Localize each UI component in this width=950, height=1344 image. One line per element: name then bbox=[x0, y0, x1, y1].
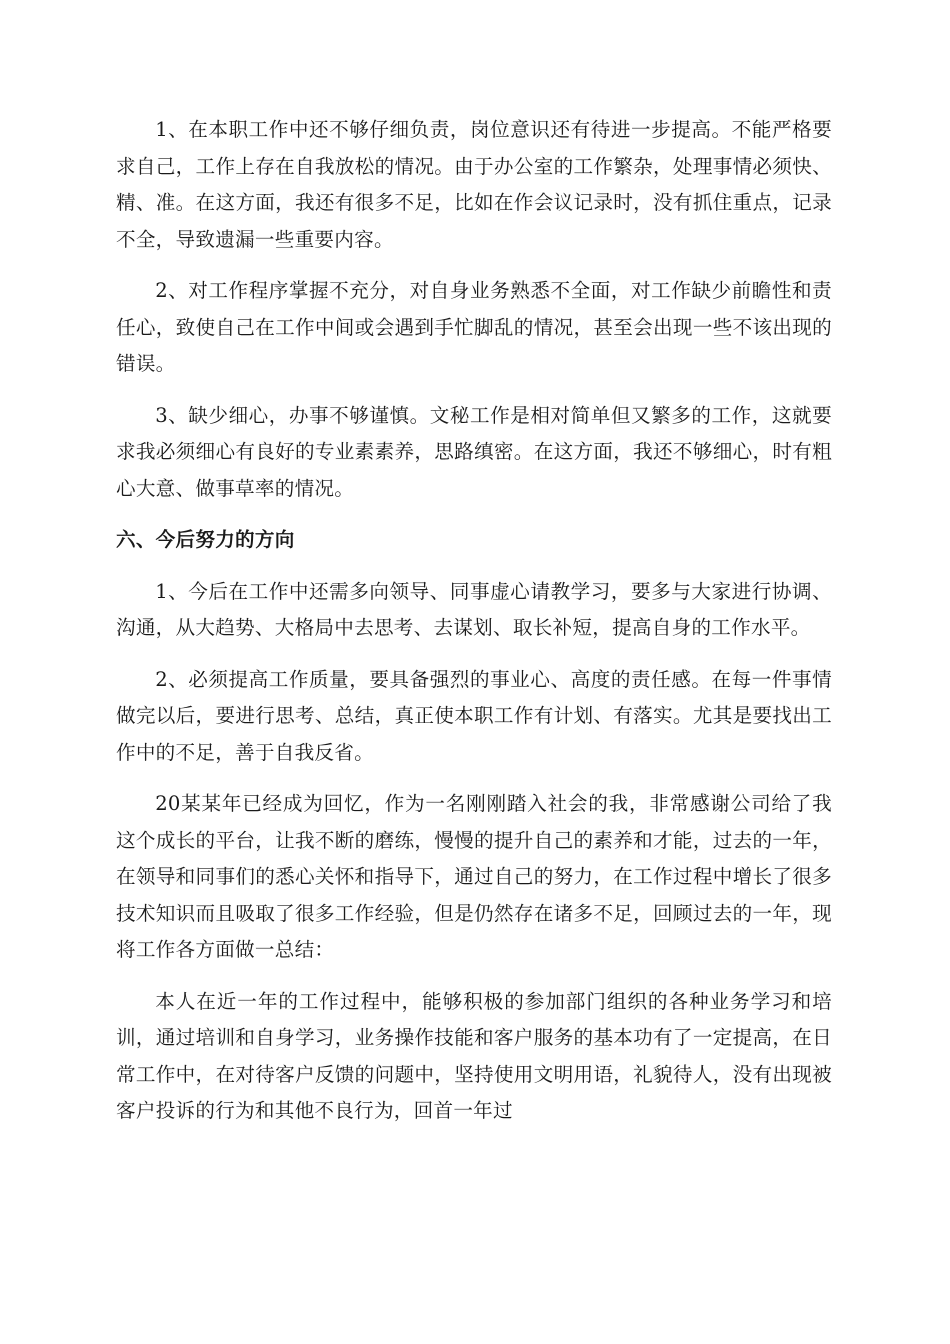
paragraph-direction-1: 1、今后在工作中还需多向领导、同事虚心请教学习，要多与大家进行协调、沟通，从大趋势、大格局中去思考、去谋划、取长补短，提高自身的工作水平。 bbox=[116, 579, 832, 639]
paragraph-year-review: 20某某年已经成为回忆，作为一名刚刚踏入社会的我，非常感谢公司给了我这个成长的平台，让我不断的磨练，慢慢的提升自己的素养和才能，过去的一年，在领导和同事们的悉心关怀和指导下，通过自己的努力，在工作过程中增长了很多技术知识而且吸取了很多工作经验，但是仍然存在诸多不足，回顾过去的一年，现将工作各方面做一总结： bbox=[116, 792, 832, 961]
paragraph-shortcoming-3: 3、缺少细心，办事不够谨慎。文秘工作是相对简单但又繁多的工作，这就要求我必须细心有良好的专业素素养，思路缜密。在这方面，我还不够细心，时有粗心大意、做事草率的情况。 bbox=[116, 403, 832, 500]
paragraph-direction-2: 2、必须提高工作质量，要具备强烈的事业心、高度的责任感。在每一件事情做完以后，要进行思考、总结，真正使本职工作有计划、有落实。尤其是要找出工作中的不足，善于自我反省。 bbox=[116, 667, 832, 764]
paragraph-shortcoming-1: 1、在本职工作中还不够仔细负责，岗位意识还有待进一步提高。不能严格要求自己，工作上存在自我放松的情况。由于办公室的工作繁杂，处理事情必须快、精、准。在这方面，我还有很多不足，比如在作会议记录时，没有抓住重点，记录不全，导致遗漏一些重要内容。 bbox=[116, 118, 832, 251]
paragraph-shortcoming-2: 2、对工作程序掌握不充分，对自身业务熟悉不全面，对工作缺少前瞻性和责任心，致使自己在工作中间或会遇到手忙脚乱的情况，甚至会出现一些不该出现的错误。 bbox=[116, 279, 832, 375]
paragraph-work-summary: 本人在近一年的工作过程中，能够积极的参加部门组织的各种业务学习和培训，通过培训和自身学习，业务操作技能和客户服务的基本功有了一定提高，在日常工作中，在对待客户反馈的问题中，坚持使用文明用语，礼貌待人，没有出现被客户投诉的行为和其他不良行为，回首一年过 bbox=[116, 989, 832, 1122]
document-body bbox=[116, 112, 832, 1145]
section-heading-future-direction: 六、今后努力的方向 bbox=[116, 528, 295, 551]
